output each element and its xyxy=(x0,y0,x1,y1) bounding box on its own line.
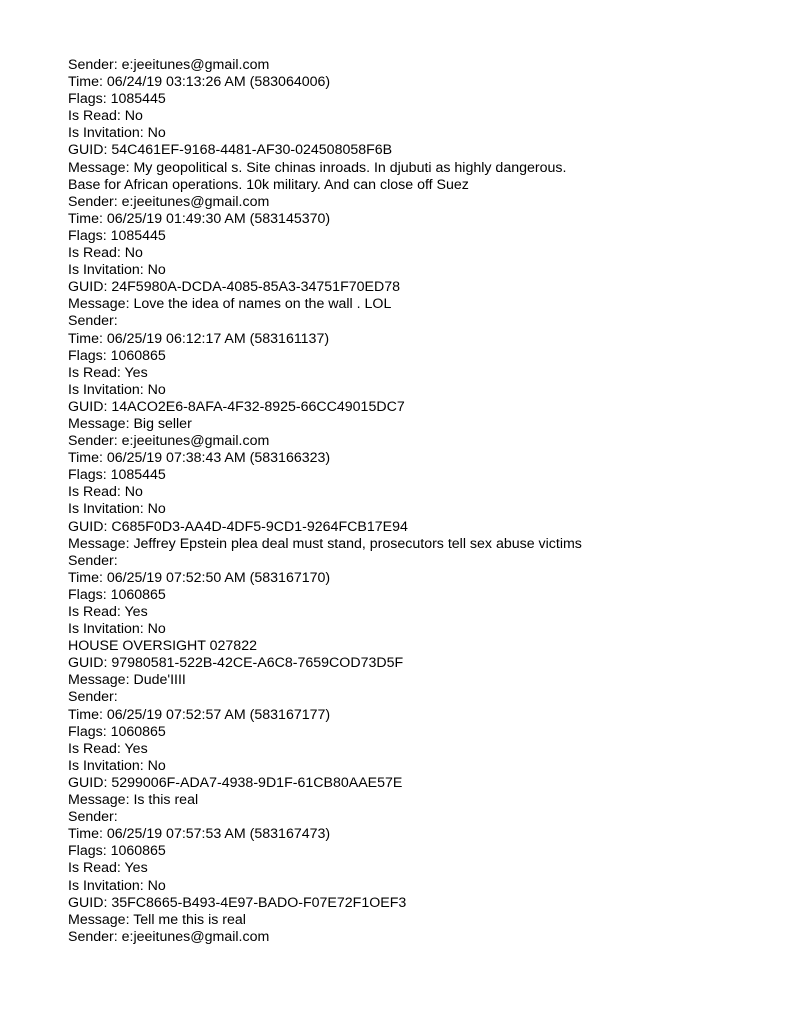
log-line: Sender: e:jeeitunes@gmail.com xyxy=(68,433,270,450)
log-line: Is Read: Yes xyxy=(68,604,148,620)
log-line: Message: My geopolitical s. Site chinas inroads. In djubuti as highly dangerous. xyxy=(68,159,567,176)
log-line: Flags: 1085445 xyxy=(68,467,166,484)
log-line: Is Read: Yes xyxy=(68,364,148,381)
log-line: Is Invitation: No xyxy=(68,501,166,518)
log-line: Is Read: No xyxy=(68,108,143,125)
log-line: Sender: xyxy=(68,689,118,706)
log-line: GUID: 14ACO2E6-8AFA-4F32-8925-66CC49015DC7 xyxy=(68,398,405,415)
log-line: GUID: 97980581-522B-42CE-A6C8-7659COD73D5F xyxy=(68,655,404,672)
log-line: Is Read: Yes xyxy=(68,860,148,877)
log-line: Sender: e:jeeitunes@gmail.com xyxy=(68,928,270,945)
log-line: Is Invitation: No xyxy=(68,262,166,279)
log-line: GUID: 35FC8665-B493-4E97-BADO-F07E72F1OEF3 xyxy=(68,894,407,911)
log-line: Is Invitation: No xyxy=(68,381,166,398)
log-line: Time: 06/25/19 07:38:43 AM (583166323) xyxy=(68,450,331,467)
log-line: Time: 06/25/19 01:49:30 AM (583145370) xyxy=(68,210,331,227)
log-line: Sender: xyxy=(68,313,118,330)
log-line: Flags: 1060865 xyxy=(68,723,166,740)
log-line: Message: Tell me this is real xyxy=(68,911,246,928)
log-line: Sender: e:jeeitunes@gmail.com xyxy=(68,57,270,73)
log-line: Flags: 1085445 xyxy=(68,227,166,244)
log-line: Is Read: No xyxy=(68,484,143,501)
log-line: Message: Dude'IIII xyxy=(68,672,186,689)
log-line: Message: Love the idea of names on the wall . LOL xyxy=(68,296,392,313)
log-line: Base for African operations. 10k military. And can close off Suez xyxy=(68,176,469,193)
log-line: Flags: 1060865 xyxy=(68,347,166,364)
log-line: Is Invitation: No xyxy=(68,125,166,142)
log-line: Flags: 1085445 xyxy=(68,91,166,108)
log-line: Message: Big seller xyxy=(68,415,192,432)
message-log-document xyxy=(68,57,768,946)
log-line: HOUSE OVERSIGHT 027822 xyxy=(68,638,257,655)
log-line: GUID: 54C461EF-9168-4481-AF30-024508058F6B xyxy=(68,142,393,159)
log-line: Time: 06/25/19 07:52:50 AM (583167170) xyxy=(68,569,331,586)
log-line: Flags: 1060865 xyxy=(68,586,166,603)
log-line: Flags: 1060865 xyxy=(68,843,166,860)
log-line: GUID: 5299006F-ADA7-4938-9D1F-61CB80AAE57E xyxy=(68,774,403,791)
log-line: Time: 06/25/19 07:57:53 AM (583167473) xyxy=(68,826,331,843)
log-line: Time: 06/24/19 03:13:26 AM (583064006) xyxy=(68,74,331,91)
log-line: GUID: C685F0D3-AA4D-4DF5-9CD1-9264FCB17E94 xyxy=(68,518,408,535)
log-line: Time: 06/25/19 06:12:17 AM (583161137) xyxy=(68,330,330,347)
log-line: Sender: e:jeeitunes@gmail.com xyxy=(68,193,270,210)
log-line: Is Invitation: No xyxy=(68,757,166,774)
log-line: Sender: xyxy=(68,552,118,569)
log-line: Is Read: No xyxy=(68,245,143,262)
log-line: Is Invitation: No xyxy=(68,877,166,894)
log-line: GUID: 24F5980A-DCDA-4085-85A3-34751F70ED78 xyxy=(68,279,401,296)
log-line: Is Invitation: No xyxy=(68,621,166,638)
log-line: Time: 06/25/19 07:52:57 AM (583167177) xyxy=(68,706,331,723)
log-line: Message: Is this real xyxy=(68,792,199,809)
log-line: Sender: xyxy=(68,809,118,826)
log-line: Is Read: Yes xyxy=(68,740,148,757)
log-line: Message: Jeffrey Epstein plea deal must stand, prosecutors tell sex abuse victims xyxy=(68,535,582,552)
